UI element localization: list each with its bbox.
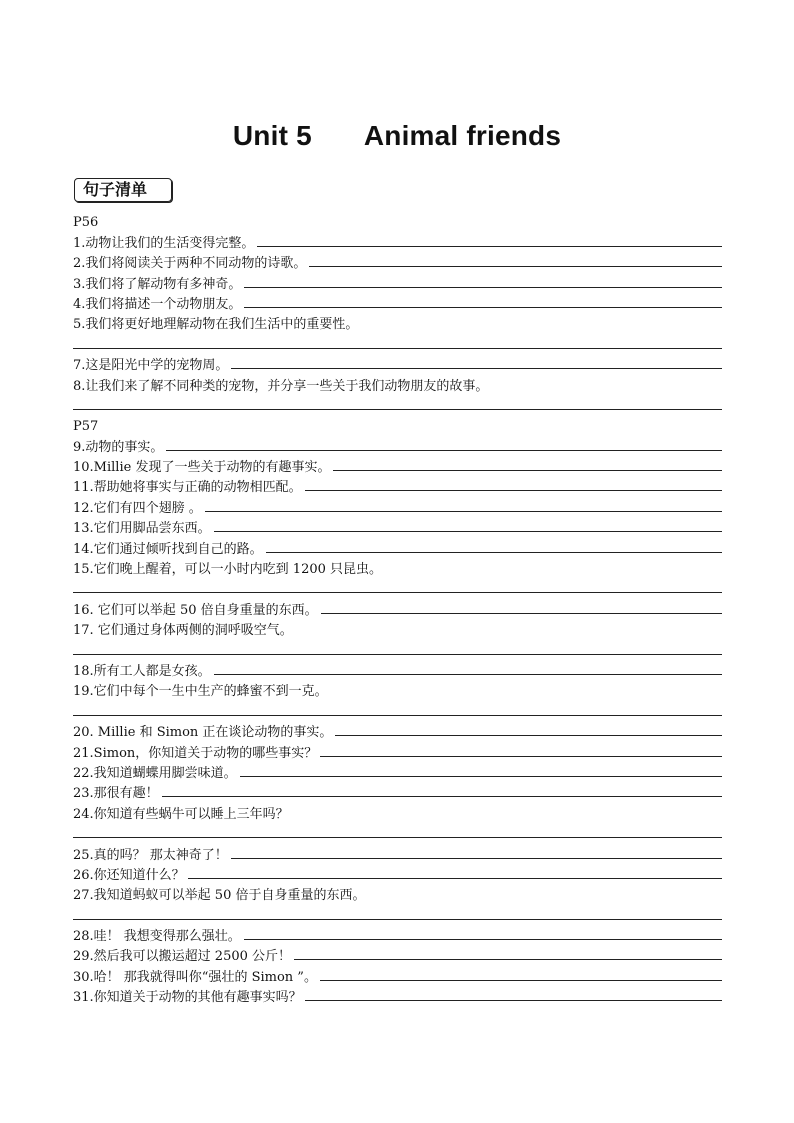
sentence-prompt: 24.你知道有些蜗牛可以睡上三年吗？: [73, 806, 289, 822]
sentence-prompt: 13.它们用脚品尝东西。: [73, 521, 211, 537]
answer-line[interactable]: [73, 837, 722, 838]
answer-line[interactable]: [335, 735, 722, 736]
sentence-row: [73, 801, 722, 821]
answer-row: [73, 577, 722, 597]
sentence-prompt: 31.你知道关于动物的其他有趣事实吗？: [73, 990, 302, 1006]
sentence-prompt: 3.我们将了解动物有多神奇。: [73, 276, 242, 292]
answer-line[interactable]: [320, 980, 722, 981]
sentence-row: [73, 475, 722, 495]
sentence-row: [73, 720, 722, 740]
sentence-prompt: 26.你还知道什么？: [73, 867, 185, 883]
answer-row: [73, 394, 722, 414]
answer-line[interactable]: [305, 1000, 722, 1001]
sentence-prompt: 30.哈！ 那我就得叫你“强壮的 Simon ”。: [73, 969, 317, 985]
sentence-prompt: 10.Millie 发现了一些关于动物的有趣事实。: [73, 460, 331, 476]
page-number: [73, 414, 722, 434]
answer-line[interactable]: [244, 307, 722, 308]
sentence-row: [73, 659, 722, 679]
sentence-prompt: 28.哇！ 我想变得那么强壮。: [73, 929, 241, 945]
sentence-row: [73, 557, 722, 577]
sentence-row: [73, 842, 722, 862]
sentence-prompt: 11.帮助她将事实与正确的动物相匹配。: [73, 480, 302, 496]
answer-row: [73, 699, 722, 719]
answer-line[interactable]: [162, 796, 722, 797]
sentence-row: [73, 944, 722, 964]
unit-topic: Animal friends: [363, 120, 562, 151]
sentence-prompt: 16. 它们可以举起 50 倍自身重量的东西。: [73, 602, 318, 618]
sentence-row: [73, 964, 722, 984]
sentence-prompt: 2.我们将阅读关于两种不同动物的诗歌。: [73, 256, 307, 272]
answer-line[interactable]: [266, 552, 722, 553]
answer-line[interactable]: [240, 776, 722, 777]
sentence-row: [73, 985, 722, 1005]
answer-row: [73, 903, 722, 923]
sentence-prompt: 14.它们通过倾听找到自己的路。: [73, 541, 263, 557]
answer-line[interactable]: [231, 368, 722, 369]
sentence-prompt: 23.那很有趣！: [73, 786, 159, 802]
sentence-row: [73, 740, 722, 760]
sentence-prompt: 20. Millie 和 Simon 正在谈论动物的事实。: [73, 725, 333, 741]
answer-line[interactable]: [321, 613, 722, 614]
answer-line[interactable]: [320, 756, 722, 757]
answer-line[interactable]: [205, 511, 722, 512]
answer-line[interactable]: [73, 592, 722, 593]
answer-line[interactable]: [309, 266, 722, 267]
answer-line[interactable]: [294, 959, 722, 960]
sentence-row: [73, 597, 722, 617]
answer-line[interactable]: [305, 490, 722, 491]
answer-line[interactable]: [73, 348, 722, 349]
sentence-prompt: 5.我们将更好地理解动物在我们生活中的重要性。: [73, 317, 359, 333]
sentence-row: [73, 761, 722, 781]
answer-row: [73, 638, 722, 658]
answer-line[interactable]: [214, 674, 722, 675]
sentence-prompt: 17. 它们通过身体两侧的洞呼吸空气。: [73, 623, 293, 639]
sentence-row: [73, 353, 722, 373]
page-number-label: P56: [73, 215, 99, 231]
answer-row: [73, 332, 722, 352]
sentence-row: [73, 271, 722, 291]
sentence-row: [73, 495, 722, 515]
sentence-row: [73, 924, 722, 944]
sentence-row: [73, 883, 722, 903]
page-title: [0, 120, 794, 152]
answer-line[interactable]: [244, 939, 722, 940]
sentence-row: [73, 516, 722, 536]
sentence-prompt: 22.我知道蝴蝶用脚尝味道。: [73, 765, 237, 781]
sentence-prompt: 18.所有工人都是女孩。: [73, 663, 211, 679]
sentence-row: [73, 292, 722, 312]
sentence-row: [73, 251, 722, 271]
sentence-prompt: 9.动物的事实。: [73, 439, 164, 455]
sentence-prompt: 8.让我们来了解不同种类的宠物，并分享一些关于我们动物朋友的故事。: [73, 378, 489, 394]
answer-line[interactable]: [73, 919, 722, 920]
sentence-row: [73, 679, 722, 699]
sentence-row: [73, 618, 722, 638]
sentence-row: [73, 863, 722, 883]
sentence-prompt: 7.这是阳光中学的宠物周。: [73, 358, 229, 374]
sentence-prompt: 21.Simon，你知道关于动物的哪些事实？: [73, 745, 318, 761]
sentence-prompt: 4.我们将描述一个动物朋友。: [73, 296, 242, 312]
answer-line[interactable]: [231, 858, 722, 859]
sentence-prompt: 12.它们有四个翅膀 。: [73, 500, 202, 516]
sentence-prompt: 27.我知道蚂蚁可以举起 50 倍于自身重量的东西。: [73, 888, 366, 904]
sentence-row: [73, 373, 722, 393]
answer-line[interactable]: [188, 878, 722, 879]
answer-line[interactable]: [333, 470, 722, 471]
page-number: [73, 210, 722, 230]
sentence-prompt: 1.动物让我们的生活变得完整。: [73, 235, 255, 251]
answer-line[interactable]: [73, 715, 722, 716]
answer-line[interactable]: [166, 450, 722, 451]
sentence-list: [73, 210, 722, 1005]
unit-number: Unit 5: [232, 120, 312, 151]
answer-line[interactable]: [214, 531, 722, 532]
sentence-prompt: 29.然后我可以搬运超过 2500 公斤！: [73, 949, 292, 965]
sentence-prompt: 15.它们晚上醒着，可以一小时内吃到 1200 只昆虫。: [73, 562, 383, 578]
sentence-row: [73, 312, 722, 332]
sentence-row: [73, 455, 722, 475]
answer-line[interactable]: [244, 287, 722, 288]
answer-line[interactable]: [73, 654, 722, 655]
sentence-row: [73, 434, 722, 454]
sentence-prompt: 25.真的吗？ 那太神奇了！: [73, 847, 228, 863]
answer-row: [73, 822, 722, 842]
answer-line[interactable]: [73, 409, 722, 410]
sentence-row: [73, 230, 722, 250]
sentence-prompt: 19.它们中每个一生中生产的蜂蜜不到一克。: [73, 684, 328, 700]
sentence-row: [73, 536, 722, 556]
section-badge: 句子清单: [74, 178, 172, 202]
sentence-row: [73, 781, 722, 801]
page-number-label: P57: [73, 419, 99, 435]
answer-line[interactable]: [257, 246, 722, 247]
